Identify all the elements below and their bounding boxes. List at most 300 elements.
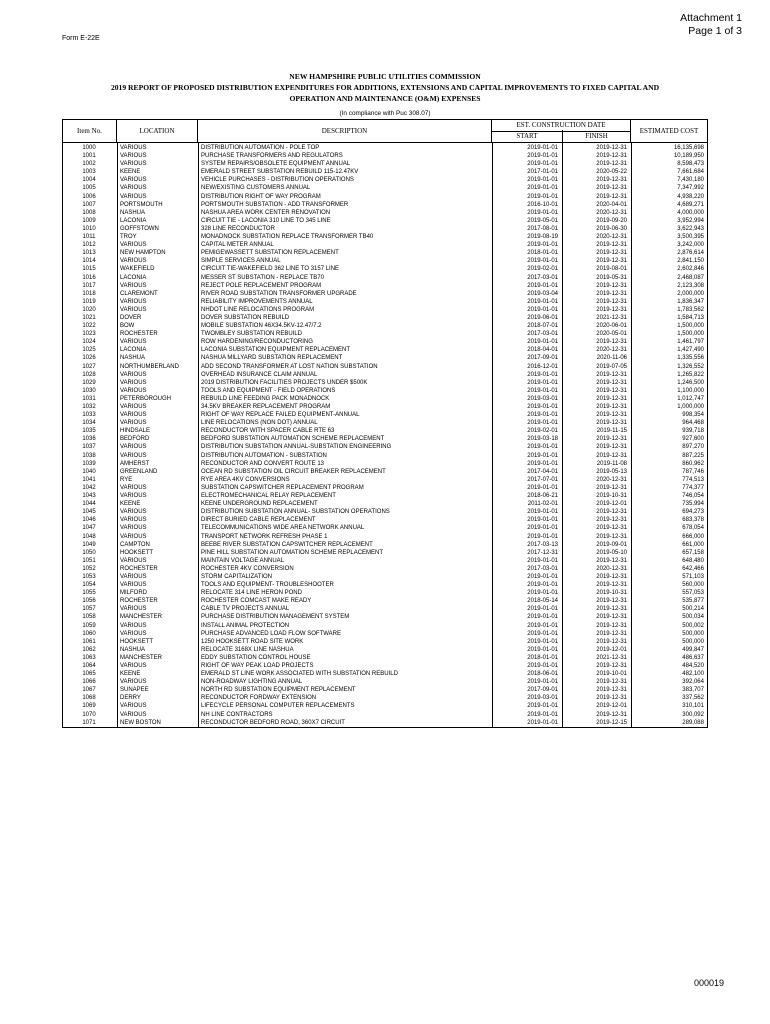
attachment-number: Attachment 1	[680, 12, 742, 24]
table-row	[63, 484, 707, 492]
cell-estimated-cost: 7,430,180	[677, 177, 704, 184]
cell-item-no: 1050	[82, 549, 96, 556]
cell-estimated-cost: 939,718	[682, 428, 704, 435]
cell-start: 2019-01-01	[527, 606, 558, 613]
cell-start: 2019-02-01	[527, 428, 558, 435]
cell-location: NASHUA	[120, 646, 146, 653]
cell-location: NASHUA	[120, 209, 146, 216]
cell-location: VARIOUS	[120, 145, 147, 151]
cell-location: CAMPTON	[120, 541, 150, 548]
cell-description: TRANSPORT NETWORK REFRESH PHASE 1	[201, 533, 328, 540]
cell-description: RECONDUCTOR FORDWAY EXTENSION	[201, 695, 317, 702]
page-number: 000019	[693, 978, 724, 988]
cell-finish: 2020-04-01	[596, 201, 627, 208]
cell-item-no: 1046	[82, 517, 96, 524]
cell-location: CLAREMONT	[120, 290, 158, 297]
cell-finish: 2019-05-13	[596, 468, 627, 475]
cell-start: 2017-03-01	[527, 565, 558, 572]
cell-description: PURCHASE DISTRIBUTION MANAGEMENT SYSTEM	[201, 614, 350, 621]
cell-finish: 2019-11-08	[596, 460, 627, 467]
cell-start: 2019-01-01	[527, 509, 558, 516]
cell-start: 2018-06-21	[527, 493, 558, 500]
cell-description: INSTALL ANIMAL PROTECTION	[201, 622, 290, 629]
cell-location: KEENE	[120, 501, 141, 508]
cell-estimated-cost: 666,000	[682, 533, 704, 540]
table-row	[63, 193, 707, 201]
table-header	[62, 119, 708, 143]
cell-estimated-cost: 535,877	[682, 598, 704, 605]
cell-finish: 2019-12-31	[596, 663, 627, 669]
cell-start: 2019-01-01	[527, 379, 558, 386]
cell-finish: 2019-12-31	[596, 161, 627, 168]
cell-location: LACONIA	[120, 274, 147, 281]
cell-location: HOOKSETT	[120, 638, 154, 645]
cell-start: 2019-01-01	[527, 638, 558, 645]
cell-description: TOOLS AND EQUIPMENT- TROUBLESHOOTER	[201, 582, 334, 589]
cell-estimated-cost: 1,584,713	[677, 314, 704, 321]
cell-location: ROCHESTER	[120, 598, 158, 605]
cell-location: SUNAPEE	[120, 687, 149, 694]
table-row	[63, 395, 707, 403]
cell-item-no: 1068	[82, 695, 96, 702]
cell-item-no: 1037	[82, 444, 96, 451]
cell-location: VARIOUS	[120, 161, 147, 168]
cell-start: 2019-01-01	[527, 444, 558, 451]
table-row	[63, 201, 707, 209]
table-body	[62, 143, 708, 728]
cell-start: 2019-01-01	[527, 339, 558, 346]
cell-location: VARIOUS	[120, 193, 147, 200]
cell-finish: 2019-12-01	[596, 646, 627, 653]
cell-description: TELECOMMUNICATIONS WIDE AREA NETWORK ANNUAL	[201, 525, 365, 532]
cell-location: KEENE	[120, 671, 141, 678]
table-row	[63, 160, 707, 168]
table-row	[63, 492, 707, 500]
cell-location: GREENLAND	[120, 468, 158, 475]
cell-description: 2019 DISTRIBUTION FACILITIES PROJECTS UNDER $500K	[201, 379, 368, 386]
table-row	[63, 217, 707, 225]
cell-item-no: 1053	[82, 573, 96, 580]
cell-estimated-cost: 10,189,950	[673, 153, 704, 160]
cell-estimated-cost: 4,000,000	[677, 209, 704, 216]
cell-location: HOOKSETT	[120, 549, 154, 556]
cell-item-no: 1033	[82, 412, 96, 419]
cell-location: VARIOUS	[120, 177, 147, 184]
cell-start: 2018-06-01	[527, 671, 558, 678]
cell-start: 2018-05-14	[527, 598, 558, 605]
cell-item-no: 1048	[82, 533, 96, 540]
cell-location: MANCHESTER	[120, 654, 163, 661]
cell-item-no: 1030	[82, 387, 96, 394]
cell-item-no: 1047	[82, 525, 96, 532]
cell-start: 2019-01-01	[527, 622, 558, 629]
cell-description: RIVER ROAD SUBSTATION TRANSFORMER UPGRADE	[201, 290, 357, 297]
cell-description: 1250 HOOKSETT ROAD SITE WORK	[201, 638, 304, 645]
cell-finish: 2019-12-31	[596, 395, 627, 402]
cell-item-no: 1042	[82, 484, 96, 491]
title-line-3: OPERATION AND MAINTENANCE (O&M) EXPENSES	[289, 94, 481, 103]
table-row	[63, 476, 707, 484]
cell-description: RELOCATE 3168X LINE NASHUA	[201, 646, 294, 653]
title-line-2: 2019 REPORT OF PROPOSED DISTRIBUTION EXPENDITURES FOR ADDITIONS, EXTENSIONS AND CAPITAL IMPROVEMENTS TO FIXED CAPITAL AND	[110, 83, 660, 92]
cell-estimated-cost: 1,500,000	[677, 323, 704, 330]
cell-finish: 2021-12-31	[596, 654, 627, 661]
cell-item-no: 1054	[82, 582, 96, 589]
table-row	[63, 354, 707, 362]
cell-estimated-cost: 337,562	[682, 695, 704, 702]
cell-finish: 2019-12-31	[596, 525, 627, 532]
cell-finish: 2020-12-31	[596, 234, 627, 241]
cell-finish: 2019-12-31	[596, 177, 627, 184]
cell-estimated-cost: 8,598,473	[677, 161, 704, 168]
cell-estimated-cost: 3,242,000	[677, 242, 704, 249]
cell-finish: 2019-12-31	[596, 598, 627, 605]
cell-start: 2019-01-01	[527, 185, 558, 192]
table-row	[63, 468, 707, 476]
cell-item-no: 1067	[82, 687, 96, 694]
cell-estimated-cost: 1,246,500	[677, 379, 704, 386]
cell-item-no: 1043	[82, 493, 96, 500]
header-finish: FINISH	[585, 132, 608, 140]
cell-description: EMERALD ST LINE WORK ASSOCIATED WITH SUBSTATION REBUILD	[201, 671, 398, 678]
cell-estimated-cost: 2,602,846	[677, 266, 704, 273]
cell-estimated-cost: 735,994	[682, 501, 704, 508]
cell-item-no: 1003	[82, 169, 96, 176]
table-row	[63, 338, 707, 346]
cell-finish: 2019-12-31	[596, 242, 627, 249]
cell-estimated-cost: 560,000	[682, 582, 704, 589]
cell-item-no: 1063	[82, 654, 96, 661]
cell-location: VARIOUS	[120, 517, 147, 524]
cell-item-no: 1018	[82, 290, 96, 297]
table-row	[63, 225, 707, 233]
cell-finish: 2019-12-31	[596, 420, 627, 427]
table-row	[63, 298, 707, 306]
cell-location: NEW HAMPTON	[120, 250, 166, 257]
header-location: LOCATION	[117, 120, 198, 142]
table-row	[63, 646, 707, 654]
header-start: START	[492, 130, 563, 142]
cell-item-no: 1015	[82, 266, 96, 273]
cell-finish: 2019-12-31	[596, 436, 627, 443]
table-row	[63, 630, 707, 638]
cell-estimated-cost: 300,092	[682, 711, 704, 718]
cell-item-no: 1021	[82, 314, 96, 321]
cell-item-no: 1010	[82, 225, 96, 232]
cell-estimated-cost: 1,335,556	[677, 355, 704, 362]
cell-description: NASHUA MILLYARD SUBSTATION REPLACEMENT	[201, 355, 343, 362]
table-row	[63, 435, 707, 443]
table-row	[63, 249, 707, 257]
cell-item-no: 1029	[82, 379, 96, 386]
cell-start: 2019-01-01	[527, 679, 558, 686]
report-subtitle: (In compliance with Puc 308.07)	[339, 110, 431, 117]
cell-estimated-cost: 383,707	[682, 687, 704, 694]
cell-description: EMERALD STREET SUBSTATION REBUILD 115-12.47KV	[201, 169, 359, 176]
cell-start: 2017-01-01	[527, 169, 558, 176]
table-row	[63, 322, 707, 330]
cell-estimated-cost: 16,135,698	[673, 145, 704, 151]
cell-finish: 2019-12-31	[596, 679, 627, 686]
cell-description: PINE HILL SUBSTATION AUTOMATION SCHEME REPLACEMENT	[201, 549, 384, 556]
cell-description: NHDOT LINE RELOCATIONS PROGRAM	[201, 306, 315, 313]
cell-finish: 2020-12-31	[596, 565, 627, 572]
cell-estimated-cost: 657,158	[682, 549, 704, 556]
cell-start: 2019-01-01	[527, 663, 558, 669]
cell-item-no: 1027	[82, 363, 96, 370]
cell-item-no: 1026	[82, 355, 96, 362]
cell-description: EDDY SUBSTATION CONTROL HOUSE	[201, 654, 311, 661]
cell-start: 2018-01-01	[527, 250, 558, 257]
cell-item-no: 1060	[82, 630, 96, 637]
cell-estimated-cost: 4,938,220	[677, 193, 704, 200]
table-row	[63, 589, 707, 597]
cell-description: CIRCUIT TIE - LACONIA 310 LINE TO 345 LINE	[201, 217, 331, 224]
cell-finish: 2019-12-31	[596, 185, 627, 192]
cell-finish: 2019-12-31	[596, 573, 627, 580]
title-line-1: NEW HAMPSHIRE PUBLIC UTILITIES COMMISSION	[289, 72, 481, 81]
cell-estimated-cost: 500,000	[682, 630, 704, 637]
cell-location: LACONIA	[120, 347, 147, 354]
cell-description: RECONDUCTOR WITH SPACER CABLE RTE 63	[201, 428, 335, 435]
cell-description: NEW/EXISTING CUSTOMERS ANNUAL	[201, 185, 311, 192]
header-construction-date	[492, 120, 631, 142]
cell-description: PORTSMOUTH SUBSTATION - ADD TRANSFORMER	[201, 201, 349, 208]
cell-estimated-cost: 2,841,150	[677, 258, 704, 265]
cell-finish: 2019-08-01	[596, 266, 627, 273]
cell-finish: 2021-12-31	[596, 314, 627, 321]
cell-start: 2019-01-01	[527, 582, 558, 589]
page-indicator: Page 1 of 3	[688, 25, 742, 37]
cell-item-no: 1038	[82, 452, 96, 459]
cell-description: ROCHESTER 4KV CONVERSION	[201, 565, 294, 572]
cell-estimated-cost: 482,100	[682, 671, 704, 678]
cell-start: 2019-01-01	[527, 533, 558, 540]
cell-description: NON-ROADWAY LIGHTING ANNUAL	[201, 679, 303, 686]
table-row	[63, 541, 707, 549]
cell-location: LACONIA	[120, 217, 147, 224]
cell-description: DISTRIBUTION RIGHT OF WAY PROGRAM	[201, 193, 321, 200]
header-estimated-cost: ESTIMATED COST	[639, 127, 699, 135]
cell-item-no: 1007	[82, 201, 96, 208]
cell-finish: 2019-09-20	[596, 217, 627, 224]
table-row	[63, 144, 707, 152]
table-row	[63, 678, 707, 686]
cell-description: DIRECT BURIED CABLE REPLACEMENT	[201, 517, 316, 524]
table-row	[63, 638, 707, 646]
cell-finish: 2019-12-31	[596, 622, 627, 629]
cell-item-no: 1023	[82, 331, 96, 338]
cell-finish: 2019-12-31	[596, 452, 627, 459]
cell-estimated-cost: 897,270	[682, 444, 704, 451]
cell-description: 328 LINE RECONDUCTOR	[201, 225, 275, 232]
cell-item-no: 1044	[82, 501, 96, 508]
cell-item-no: 1020	[82, 306, 96, 313]
cell-start: 2017-03-13	[527, 541, 558, 548]
cell-start: 2019-01-01	[527, 590, 558, 597]
table-row	[63, 314, 707, 322]
cell-location: VARIOUS	[120, 582, 147, 589]
cell-location: ROCHESTER	[120, 565, 158, 572]
cell-description: DOVER SUBSTATION REBUILD	[201, 314, 290, 321]
cell-start: 2019-03-18	[527, 436, 558, 443]
cell-location: NASHUA	[120, 355, 146, 362]
cell-description: NASHUA AREA WORK CENTER RENOVATION	[201, 209, 331, 216]
cell-estimated-cost: 887,225	[682, 452, 704, 459]
cell-description: RECONDUCTOR AND CONVERT ROUTE 13	[201, 460, 325, 467]
cell-location: VARIOUS	[120, 630, 147, 637]
cell-finish: 2019-12-31	[596, 404, 627, 410]
cell-item-no: 1002	[82, 161, 96, 168]
cell-estimated-cost: 694,273	[682, 509, 704, 516]
cell-description: CIRCUIT TIE-WAKEFIELD 362 LINE TO 3157 LINE	[201, 266, 340, 273]
cell-estimated-cost: 3,622,943	[677, 225, 704, 232]
table-row	[63, 184, 707, 192]
cell-start: 2019-01-01	[527, 193, 558, 200]
table-row	[63, 565, 707, 573]
cell-description: RYE AREA 4KV CONVERSIONS	[201, 476, 290, 483]
cell-item-no: 1017	[82, 282, 96, 289]
cell-item-no: 1008	[82, 209, 96, 216]
cell-finish: 2019-12-31	[596, 379, 627, 386]
cell-finish: 2019-06-30	[596, 225, 627, 232]
cell-start: 2019-03-04	[527, 290, 558, 297]
header-description: DESCRIPTION	[198, 120, 492, 142]
cell-finish: 2019-12-31	[596, 193, 627, 200]
cell-description: MOBILE SUBSTATION 46X34.5KV-12.47/7.2	[201, 323, 322, 330]
table-row	[63, 443, 707, 451]
cell-finish: 2020-12-31	[596, 209, 627, 216]
cell-description: LINE RELOCATIONS (NON DOT) ANNUAL	[201, 420, 318, 427]
cell-description: RELIABILITY IMPROVEMENTS ANNUAL	[201, 298, 313, 305]
cell-finish: 2019-12-31	[596, 298, 627, 305]
cell-estimated-cost: 661,000	[682, 541, 704, 548]
cell-start: 2019-01-01	[527, 630, 558, 637]
cell-finish: 2019-07-05	[596, 363, 627, 370]
cell-location: DOVER	[120, 314, 142, 321]
cell-location: VARIOUS	[120, 371, 147, 378]
table-row	[63, 274, 707, 282]
cell-start: 2019-02-01	[527, 266, 558, 273]
cell-finish: 2019-12-31	[596, 695, 627, 702]
table-row	[63, 379, 707, 387]
table-row	[63, 330, 707, 338]
cell-estimated-cost: 1,000,000	[677, 404, 704, 410]
cell-start: 2019-01-01	[527, 209, 558, 216]
cell-finish: 2019-12-31	[596, 250, 627, 257]
cell-start: 2019-01-01	[527, 517, 558, 524]
cell-estimated-cost: 500,002	[682, 622, 704, 629]
cell-estimated-cost: 500,000	[682, 638, 704, 645]
cell-start: 2019-08-19	[527, 234, 558, 241]
cell-location: VARIOUS	[120, 298, 147, 305]
cell-description: STORM CAPITALIZATION	[201, 573, 273, 580]
cell-item-no: 1006	[82, 193, 96, 200]
cell-start: 2018-01-01	[527, 654, 558, 661]
cell-estimated-cost: 3,952,994	[677, 217, 704, 224]
table-row	[63, 533, 707, 541]
form-id: Form E-22E	[62, 35, 100, 42]
cell-location: AMHERST	[120, 460, 150, 467]
cell-finish: 2019-12-31	[596, 387, 627, 394]
cell-item-no: 1052	[82, 565, 96, 572]
cell-estimated-cost: 927,600	[682, 436, 704, 443]
cell-finish: 2019-12-31	[596, 484, 627, 491]
cell-item-no: 1049	[82, 541, 96, 548]
cell-location: VARIOUS	[120, 242, 147, 249]
cell-start: 2019-01-01	[527, 646, 558, 653]
cell-finish: 2019-12-31	[596, 509, 627, 516]
cell-location: VARIOUS	[120, 412, 147, 419]
table-row	[63, 306, 707, 314]
table-row	[63, 209, 707, 217]
table-row	[63, 290, 707, 298]
header-est-construction-date: EST. CONSTRUCTION DATE	[492, 120, 630, 132]
cell-estimated-cost: 648,480	[682, 557, 704, 564]
cell-description: SUBSTATION CAPSWITCHER REPLACEMENT PROGRAM	[201, 484, 364, 491]
cell-description: DISTRIBUTION SUBSTATION ANNUAL-SUBSTATION ENGINEERING	[201, 444, 392, 451]
cell-start: 2019-01-01	[527, 282, 558, 289]
cell-location: GOFFSTOWN	[120, 225, 159, 232]
table-row	[63, 265, 707, 273]
cell-item-no: 1057	[82, 606, 96, 613]
cell-start: 2019-01-01	[527, 703, 558, 710]
cell-description: MESSER ST SUBSTATION - REPLACE TB70	[201, 274, 324, 281]
cell-item-no: 1031	[82, 395, 96, 402]
cell-item-no: 1041	[82, 476, 96, 483]
cell-description: 34.5KV BREAKER REPLACEMENT PROGRAM	[201, 404, 331, 410]
cell-location: VARIOUS	[120, 663, 147, 669]
cell-description: TOOLS AND EQUIPMENT - FIELD OPERATIONS	[201, 387, 336, 394]
cell-finish: 2019-12-31	[596, 614, 627, 621]
cell-location: VARIOUS	[120, 339, 147, 346]
cell-estimated-cost: 1,461,797	[677, 339, 704, 346]
cell-description: RIGHT OF WAY REPLACE FAILED EQUIPMENT-ANNUAL	[201, 412, 360, 419]
table-row	[63, 257, 707, 265]
table-row	[63, 654, 707, 662]
cell-start: 2019-01-01	[527, 161, 558, 168]
cell-estimated-cost: 486,637	[682, 654, 704, 661]
cell-finish: 2019-10-31	[596, 493, 627, 500]
table-row	[63, 282, 707, 290]
cell-location: RYE	[120, 476, 133, 483]
cell-start: 2019-01-01	[527, 371, 558, 378]
cell-description: SYSTEM REPAIRS/OBSOLETE EQUIPMENT ANNUAL	[201, 161, 351, 168]
cell-estimated-cost: 683,378	[682, 517, 704, 524]
cell-item-no: 1065	[82, 671, 96, 678]
cell-start: 2019-01-01	[527, 525, 558, 532]
table-row	[63, 460, 707, 468]
cell-estimated-cost: 4,689,271	[677, 201, 704, 208]
cell-finish: 2019-12-01	[596, 501, 627, 508]
cell-item-no: 1040	[82, 468, 96, 475]
cell-estimated-cost: 1,265,822	[677, 371, 704, 378]
cell-description: ROCHESTER COMCAST MAKE READY	[201, 598, 312, 605]
cell-finish: 2019-12-31	[596, 687, 627, 694]
cell-estimated-cost: 1,783,562	[677, 306, 704, 313]
table-row	[63, 346, 707, 354]
cell-description: RELOCATE 314 LINE HERON POND	[201, 590, 302, 597]
cell-finish: 2019-12-31	[596, 582, 627, 589]
cell-start: 2019-01-01	[527, 557, 558, 564]
cell-item-no: 1004	[82, 177, 96, 184]
cell-item-no: 1070	[82, 711, 96, 718]
cell-start: 2019-01-01	[527, 719, 558, 726]
cell-location: VARIOUS	[120, 573, 147, 580]
cell-description: RIGHT OF WAY PEAK LOAD PROJECTS	[201, 663, 314, 669]
table-row	[63, 702, 707, 710]
cell-description: LACONIA SUBSTATION EQUIPMENT REPLACEMENT	[201, 347, 351, 354]
